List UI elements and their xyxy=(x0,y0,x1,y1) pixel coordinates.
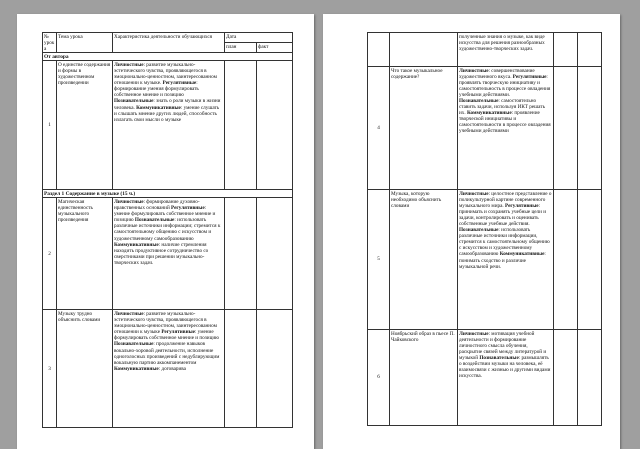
lesson-date-plan xyxy=(225,61,257,190)
lesson-date-plan xyxy=(225,198,257,310)
lesson-characteristics xyxy=(113,310,225,428)
skill-text: : договарива xyxy=(158,365,186,372)
table-row xyxy=(368,67,602,190)
skill-text: : умение формулировать собственное мнение и позицию xyxy=(114,329,219,342)
skill-text: : самостоятельно ставить задачи, используя ИКТ решать их. xyxy=(459,97,545,117)
skill-label: Регулятивные xyxy=(162,80,197,87)
skill-label: Личностные xyxy=(114,310,144,317)
skill-text: : развитие музыкально- эстетического чувства, проявляющегося в эмоционально-ценностном, заинтересованном отношении к музыке. xyxy=(114,61,217,87)
table-row xyxy=(43,61,293,190)
skill-label: Личностные xyxy=(459,190,489,197)
lesson-date-fact xyxy=(578,330,602,426)
lesson-topic: Что такое музыкальное содержание? xyxy=(390,67,458,190)
skill-label: Регулятивные xyxy=(504,202,539,209)
skill-text: : целостное представление о поликультурной картине современного музыкального мира. xyxy=(459,190,552,209)
lesson-date-fact xyxy=(257,198,293,310)
skill-text: : размышлять о воздействии музыки на человека, её взаимосвязи с жизнью и другими видами искусства. xyxy=(459,354,551,380)
skill-label: Коммуникативные xyxy=(114,365,159,372)
skill-label: Регулятивные xyxy=(161,329,195,336)
lesson-number xyxy=(368,33,390,67)
section-title: Раздел 1 Содержание в музыке (15 ч.) xyxy=(43,190,293,198)
skill-label: Коммуникативные xyxy=(466,110,512,117)
skill-text: : проявление творческой инициативы и самостоятельности в процессе овладения учебными действиями xyxy=(459,110,551,135)
header-date-plan: план xyxy=(225,43,257,53)
lesson-date-fact xyxy=(578,190,602,330)
lesson-date-fact xyxy=(578,33,602,67)
table-header-row xyxy=(43,33,293,43)
author-row xyxy=(43,53,293,61)
lesson-number: 5 xyxy=(368,190,390,330)
lesson-date-plan xyxy=(554,67,578,190)
lesson-date-plan xyxy=(554,190,578,330)
lesson-characteristics xyxy=(458,190,554,330)
lesson-number: 4 xyxy=(368,67,390,190)
header-activity-characteristics: Характеристика деятельности обучающихся xyxy=(113,33,225,53)
lesson-date-plan xyxy=(554,330,578,426)
header-lesson-number: № урок а xyxy=(43,33,57,53)
lesson-number: 1 xyxy=(43,61,57,190)
skill-text: : развитие музыкально- эстетического чувства, проявляющегося в эмоционально-ценностном, заинтересованном отношении к музыке xyxy=(114,310,217,336)
document-page-right xyxy=(323,14,620,449)
skill-text: : использовать различные источники информации, стремится к самостоятельному общению с искусством и художественному самообразованию xyxy=(459,227,550,258)
lesson-topic: Музыку трудно объяснить словами xyxy=(57,310,113,428)
table-row xyxy=(368,190,602,330)
lesson-topic: Ноябрьский образ в пьесе П. Чайковского xyxy=(390,330,458,426)
lesson-topic xyxy=(390,33,458,67)
table-row xyxy=(368,330,602,426)
skill-text: полученные знания о музыке, как виде искусства для решения разнообразных художественно-творческих задач. xyxy=(459,33,545,52)
header-date-fact: факт xyxy=(257,43,293,53)
lesson-number: 3 xyxy=(43,310,57,428)
lesson-date-plan xyxy=(554,33,578,67)
skill-label: Познавательные xyxy=(459,227,499,234)
lesson-characteristics xyxy=(458,330,554,426)
skill-label: Личностные xyxy=(459,330,489,337)
skill-label: Познавательные xyxy=(114,98,154,105)
lesson-topic: Музыка, которую необходимо объяснить словами xyxy=(390,190,458,330)
skill-text: : понимать сходство и различие музыкальной речи. xyxy=(459,251,546,270)
skill-text: : знать о роли музыки в жизни человека. xyxy=(114,98,221,111)
document-page-left xyxy=(17,14,314,449)
skill-label: Личностные xyxy=(114,61,144,68)
lesson-plan-table-right xyxy=(367,32,602,426)
lesson-date-fact xyxy=(257,61,293,190)
lesson-number: 2 xyxy=(43,198,57,310)
lesson-date-fact xyxy=(578,67,602,190)
skill-label: Личностные xyxy=(459,67,489,74)
skill-label: Коммуникативные xyxy=(136,104,181,111)
skill-label: Познавательные xyxy=(459,97,499,104)
skill-text: : формирование духовно-нравственных оснований xyxy=(114,198,200,212)
section-row xyxy=(43,190,293,198)
skill-text: : формирование умения формулировать собственное мнение и позицию xyxy=(114,80,199,99)
lesson-topic: О единстве содержания и формы в художественном произведении xyxy=(57,61,113,190)
table-row xyxy=(368,33,602,67)
lesson-characteristics xyxy=(113,61,225,190)
skill-text: : проявлять творческую инициативу и самостоятельность в процессе овладения учебными действиями. xyxy=(459,73,551,98)
skill-label: Личностные xyxy=(114,198,144,205)
skill-label: Познавательные xyxy=(479,354,519,361)
lesson-date-plan xyxy=(225,310,257,428)
table-row xyxy=(43,198,293,310)
author-section-title: От автора xyxy=(43,53,293,61)
header-date: Дата xyxy=(225,33,293,43)
lesson-characteristics xyxy=(113,198,225,310)
lesson-date-fact xyxy=(257,310,293,428)
skill-label: Познавательные xyxy=(134,217,175,224)
skill-text: : использовать различные источники информации; стремится к самостоятельному общению с искусством и художественному самообразованию xyxy=(114,217,221,242)
skill-label: Коммуникативные xyxy=(114,241,159,248)
skill-label: Регулятивные xyxy=(512,73,547,80)
lesson-characteristics xyxy=(458,33,554,67)
skill-text: : продолжение навыков вокально-хоровой деятельности, исполнение одноголосных произведений с недублирующим вокальную партию аккомпанементом xyxy=(114,341,220,366)
skill-text: : совершенствование художественного вкуса. xyxy=(459,67,535,80)
header-lesson-topic: Тема урока xyxy=(57,33,113,53)
lesson-topic: Магическая единственность музыкального произведения xyxy=(57,198,113,310)
table-row xyxy=(43,310,293,428)
lesson-plan-table-left xyxy=(42,32,293,428)
skill-text: : наличие стремления находить продуктивное сотрудничество со сверстниками при решении музыкально- творческих задач. xyxy=(114,241,209,266)
skill-label: Регулятивные xyxy=(171,205,205,212)
skill-text: : принимать и сохранять учебные цели и задачи, контролировать и оценивать собственные учебные действия. xyxy=(459,202,546,227)
lesson-characteristics xyxy=(458,67,554,190)
skill-text: : умение слушать и слышать мнение других людей, способность излагать свои мысли о музыке xyxy=(114,104,220,123)
skill-label: Коммуникативные xyxy=(499,251,545,258)
skill-text: : умение формулировать собственное мнение и позицию xyxy=(114,205,216,224)
skill-text: : мотивация учебной деятельности и формирование личностного смысла обучения, раскрытие связей между литературой и музыкой xyxy=(459,330,547,361)
skill-label: Познавательные xyxy=(114,341,154,348)
lesson-number: 6 xyxy=(368,330,390,426)
